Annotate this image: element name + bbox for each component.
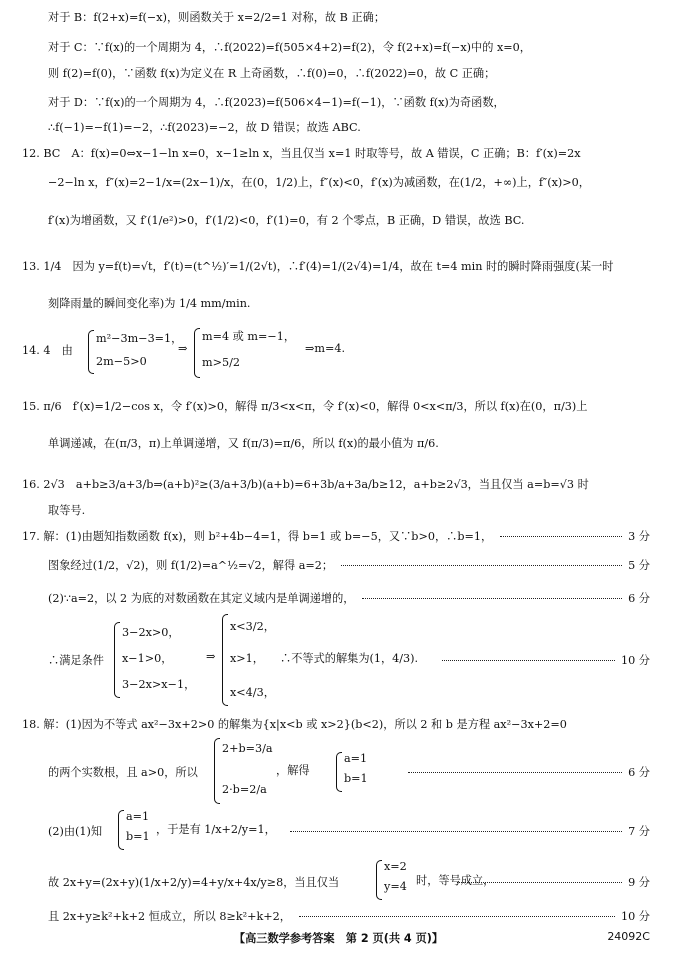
system-row: x<4/3， <box>230 686 275 699</box>
answer-13-line: 13. 1/4 因为 y=f(t)=√t，f′(t)=(t^½)′=1/(2√t)，∴f′(4)=1/(2√4)=1/4，故在 t=4 min 时的瞬时降雨强度(某一时 <box>22 260 614 273</box>
text-line: f′(x)为增函数，又 f′(1/e²)>0，f′(1/2)<0，f′(1)=0，有 2 个零点，B 正确，D 错误，故选 BC. <box>48 214 525 227</box>
system-row: y=4 <box>384 880 407 893</box>
implies-arrow: ⇒ <box>206 650 216 663</box>
system-text: 时，等号成立， <box>416 874 495 887</box>
brace <box>118 810 124 850</box>
footer-code: 24092C <box>607 930 650 943</box>
answer-15-line: 15. π/6 f′(x)=1/2−cos x，令 f′(x)>0，解得 π/3<x<π，令 f′(x)<0，解得 0<x<π/3，所以 f(x)在(0，π/3)上 <box>22 400 588 413</box>
brace <box>336 752 342 792</box>
text-line: 取等号. <box>48 504 86 517</box>
score: 9 分 <box>628 876 650 889</box>
brace <box>376 860 382 900</box>
system-row: 2+b=3/a <box>222 742 273 755</box>
score: 7 分 <box>628 825 650 838</box>
answer-12-line: 12. BC A：f(x)=0⇔x−1−ln x=0，x−1≥ln x，当且仅当 x=1 时取等号，故 A 错误，C 正确；B：f′(x)=2x <box>22 147 581 160</box>
text-line: 刻降雨量的瞬间变化率)为 1/4 mm/min. <box>48 297 251 310</box>
system-text: ，解得 <box>276 764 310 777</box>
system-row: 3−2x>0， <box>122 626 180 639</box>
system-row: 2m−5>0 <box>96 355 147 368</box>
system-row: x<3/2， <box>230 620 275 633</box>
score: 10 分 <box>621 654 650 667</box>
text-line: ∴f(−1)=−f(1)=−2，∴f(2023)=−2，故 D 错误；故选 ABC. <box>48 121 361 134</box>
text-line: ∴满足条件 10 分 <box>48 654 650 667</box>
brace <box>114 622 120 698</box>
text-line: 的两个实数根，且 a>0，所以 6 分 <box>48 766 650 779</box>
system-row: x−1>0， <box>122 652 173 665</box>
system-row: 2·b=2/a <box>222 783 267 796</box>
system-row: x=2 <box>384 860 407 873</box>
system-row: b=1 <box>126 830 150 843</box>
text-line: 对于 B：f(2+x)=f(−x)，则函数关于 x=2/2=1 对称，故 B 正确； <box>48 11 386 24</box>
answer-17-line: 17. 解：(1)由题知指数函数 f(x)，则 b²+4b−4=1，得 b=1 或 b=−5，又∵b>0，∴b=1， 3 分 <box>22 530 650 543</box>
text-line: 对于 C：∵f(x)的一个周期为 4，∴f(2022)=f(505×4+2)=f(2)，令 f(2+x)=f(−x)中的 x=0， <box>48 41 531 54</box>
text-line: 且 2x+y≥k²+k+2 恒成立，所以 8≥k²+k+2， 10 分 <box>48 910 650 923</box>
system-row: a=1 <box>126 810 150 823</box>
system-row: a=1 <box>344 752 368 765</box>
page-footer <box>0 930 677 950</box>
score: 6 分 <box>628 592 650 605</box>
system-row: m²−3m−3=1， <box>96 332 183 345</box>
answer-18-line: 18. 解：(1)因为不等式 ax²−3x+2>0 的解集为{x|x<b 或 x>2}(b<2)，所以 2 和 b 是方程 ax²−3x+2=0 <box>22 718 567 731</box>
score: 5 分 <box>628 559 650 572</box>
answer-14-label: 14. 4 由 <box>22 344 73 357</box>
system-row: x>1， <box>230 652 264 665</box>
text-line: 故 2x+y=(2x+y)(1/x+2/y)=4+y/x+4x/y≥8，当且仅当 9 分 <box>48 876 650 889</box>
score: 3 分 <box>628 530 650 543</box>
text-line: (2)由(1)知 7 分 <box>48 825 650 838</box>
text-line: 对于 D：∵f(x)的一个周期为 4，∴f(2023)=f(506×4−1)=f(−1)，∵函数 f(x)为奇函数， <box>48 96 505 109</box>
system-row: m>5/2 <box>202 356 240 369</box>
implies-arrow: ⇒ <box>178 342 188 355</box>
system-row: 3−2x>x−1， <box>122 678 196 691</box>
brace <box>214 738 220 804</box>
answer-16-line: 16. 2√3 a+b≥3/a+3/b⇒(a+b)²≥(3/a+3/b)(a+b)=6+3b/a+3a/b≥12，a+b≥2√3，当且仅当 a=b=√3 时 <box>22 478 589 491</box>
system-text: ，于是有 1/x+2/y=1， <box>156 823 276 836</box>
text-line: 图象经过(1/2，√2)，则 f(1/2)=a^½=√2，解得 a=2； 5 分 <box>48 559 650 572</box>
system-result: ∴不等式的解集为(1，4/3). <box>280 652 419 665</box>
system-result: ⇒m=4. <box>305 342 346 355</box>
system-row: m=4 或 m=−1， <box>202 330 296 343</box>
brace <box>194 328 200 378</box>
score: 6 分 <box>628 766 650 779</box>
score: 10 分 <box>621 910 650 923</box>
system-row: b=1 <box>344 772 368 785</box>
text-line: (2)∵a=2，以 2 为底的对数函数在其定义域内是单调递增的， 6 分 <box>48 592 650 605</box>
text-line: 单调递减，在(π/3，π)上单调递增，又 f(π/3)=π/6，所以 f(x)的最小值为 π/6. <box>48 437 439 450</box>
text-line: −2−ln x，f″(x)=2−1/x=(2x−1)/x，在(0，1/2)上，f″(x)<0，f′(x)为减函数，在(1/2，+∞)上，f″(x)>0， <box>48 176 590 189</box>
brace <box>222 614 228 706</box>
brace <box>88 330 94 374</box>
text-line: 则 f(2)=f(0)，∵函数 f(x)为定义在 R 上奇函数，∴f(0)=0，∴f(2022)=0，故 C 正确； <box>48 67 496 80</box>
footer-title: 【高三数学参考答案 第 2 页(共 4 页)】 <box>233 932 444 945</box>
